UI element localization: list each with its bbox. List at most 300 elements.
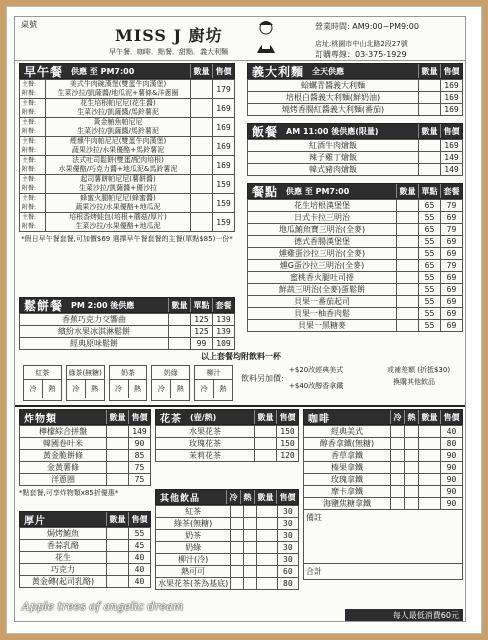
side-label: 附餐:	[22, 223, 37, 230]
single-price-cell: 125	[191, 326, 213, 338]
cold-checkbox[interactable]	[391, 474, 405, 486]
cold-checkbox[interactable]	[231, 506, 244, 518]
pasta-section	[247, 63, 463, 116]
qty-cell[interactable]	[169, 314, 191, 326]
item-name: 綠茶(無糖)	[156, 518, 231, 530]
table-row	[20, 314, 235, 326]
item-name: 貝果一黑糖麥	[248, 320, 397, 332]
set-price-cell: 139	[213, 326, 235, 338]
item-name: 金黃薯條	[20, 462, 107, 474]
table-row	[20, 552, 151, 564]
set-drinks-section	[19, 351, 463, 403]
price-cell: 60	[277, 566, 298, 578]
fried-table	[19, 425, 151, 486]
price-cell: 169	[213, 137, 235, 156]
set-price-cell: 139	[213, 314, 235, 326]
coffee-price-header: 售價	[440, 410, 462, 424]
brunch-side-dish: 生菜沙拉/水果優酪+地瓜泥	[75, 222, 161, 230]
item-name: 培根白醬義大利麵(鮮奶油)	[248, 92, 419, 104]
table-row	[304, 426, 463, 438]
table-row	[20, 474, 151, 486]
coffee-title: 咖啡	[308, 413, 330, 425]
cold-option[interactable]: 冷	[195, 380, 214, 398]
flower-tea-header	[155, 409, 299, 425]
item-name: 水果花茶(茶為基底)	[156, 578, 231, 590]
hot-option[interactable]: 熱	[48, 385, 56, 393]
table-row	[20, 450, 151, 462]
menu-sheet	[14, 16, 466, 622]
extra-topup: 或補差額 (折抵$30)	[387, 366, 451, 374]
other-drinks-title: 其他飲品	[160, 493, 201, 504]
price-cell: 90	[441, 486, 463, 498]
hot-option[interactable]: 熱	[176, 385, 184, 393]
qty-cell[interactable]	[419, 498, 441, 510]
snacks-header	[247, 183, 463, 199]
rice-table	[247, 139, 463, 176]
flower-tea-qty-header: 數量	[254, 410, 276, 424]
waffle-single-header: 單點	[190, 298, 212, 312]
rice-note: AM 11:00 後供應(限量)	[286, 126, 379, 136]
cold-checkbox[interactable]	[231, 518, 244, 530]
flower-tea-sub: (壺/熱)	[190, 412, 217, 422]
side-label: 附餐:	[22, 109, 37, 116]
cold-hot-row	[152, 380, 189, 398]
drink-option-label: 柳汁	[195, 366, 232, 380]
other-drinks-hot: 熱	[240, 490, 254, 504]
table-row	[248, 92, 463, 104]
qty-cell[interactable]	[255, 450, 277, 462]
table-row	[248, 296, 463, 308]
qty-cell[interactable]	[107, 564, 129, 576]
brunch-section	[19, 63, 235, 246]
qty-cell[interactable]	[257, 566, 277, 578]
price-cell: 169	[441, 140, 463, 152]
single-price-cell: 55	[419, 308, 441, 320]
hot-checkbox[interactable]	[405, 462, 419, 474]
set-drinks-title: 以上套餐均附飲料一杯	[201, 352, 281, 361]
table-row	[248, 164, 463, 176]
cold-checkbox[interactable]	[231, 554, 244, 566]
cold-checkbox[interactable]	[231, 566, 244, 578]
single-price-cell: 55	[419, 284, 441, 296]
set-price-cell: 69	[441, 248, 463, 260]
qty-cell[interactable]	[107, 438, 129, 450]
price-cell: 30	[277, 518, 298, 530]
item-name: 韓國卷叶米	[20, 438, 107, 450]
single-price-cell: 55	[419, 272, 441, 284]
other-drinks-qty-header: 數量	[254, 490, 276, 504]
qty-cell[interactable]	[397, 260, 419, 272]
waffle-header	[19, 297, 235, 313]
qty-cell[interactable]	[257, 578, 277, 590]
qty-cell[interactable]	[191, 213, 213, 232]
table-row	[156, 506, 299, 518]
qty-cell[interactable]	[397, 320, 419, 332]
item-name: 貝果一番茄起司	[248, 296, 397, 308]
price-cell: 150	[277, 438, 299, 450]
pasta-table	[247, 79, 463, 116]
cold-checkbox[interactable]	[391, 462, 405, 474]
item-name: 花生培根漢堡堡	[248, 200, 397, 212]
brunch-row-labels	[20, 213, 46, 232]
price-cell: 169	[441, 80, 463, 92]
cold-checkbox[interactable]	[231, 578, 244, 590]
price-cell: 159	[213, 175, 235, 194]
table-row	[156, 518, 299, 530]
drink-option[interactable]	[194, 365, 233, 401]
table-row	[304, 474, 463, 486]
price-cell: 40	[441, 426, 463, 438]
set-price-cell: 69	[441, 236, 463, 248]
table-row	[248, 260, 463, 272]
qty-cell[interactable]	[419, 486, 441, 498]
price-cell: 90	[441, 498, 463, 510]
qty-cell[interactable]	[257, 530, 277, 542]
qty-cell[interactable]	[191, 156, 213, 175]
price-cell: 30	[277, 530, 298, 542]
pasta-note: 全天供應	[312, 66, 345, 76]
qty-cell[interactable]	[397, 236, 419, 248]
qty-cell[interactable]	[257, 554, 277, 566]
single-price-cell: 125	[191, 314, 213, 326]
item-name: 海鹽焦糖拿鐵	[304, 498, 391, 510]
qty-cell[interactable]	[107, 462, 129, 474]
qty-cell[interactable]	[397, 212, 419, 224]
brunch-item-name	[46, 175, 191, 194]
qty-cell[interactable]	[257, 518, 277, 530]
table-row	[20, 540, 151, 552]
hot-checkbox[interactable]	[244, 554, 257, 566]
qty-cell[interactable]	[419, 450, 441, 462]
hot-option[interactable]: 熱	[133, 385, 141, 393]
set-price-cell: 69	[441, 296, 463, 308]
item-name: 辣子雞丁燴飯	[248, 152, 419, 164]
hot-checkbox[interactable]	[244, 578, 257, 590]
brunch-row	[20, 137, 235, 156]
main-label: 主餐:	[22, 195, 37, 202]
qty-cell[interactable]	[255, 438, 277, 450]
waffle-qty-header: 數量	[168, 298, 190, 312]
item-name: 黃金脆餅條	[20, 450, 107, 462]
table-row	[304, 438, 463, 450]
main-label: 主餐:	[22, 100, 37, 107]
total-box[interactable]	[303, 564, 463, 580]
item-name: 奶綠	[156, 542, 231, 554]
item-name: 茉莉花茶	[156, 450, 255, 462]
item-name: 繽紛水果冰淇淋鬆餅	[20, 326, 169, 338]
table-row	[20, 576, 151, 588]
item-name: 日式卡拉三明治	[248, 212, 397, 224]
flower-tea-table	[155, 425, 299, 462]
price-cell: 40	[129, 552, 151, 564]
qty-cell[interactable]	[191, 137, 213, 156]
single-price-cell: 55	[419, 296, 441, 308]
side-label: 附餐:	[22, 185, 37, 192]
item-name: 焗烤鮪魚	[20, 528, 107, 540]
single-price-cell: 55	[419, 248, 441, 260]
drink-option[interactable]	[109, 365, 148, 401]
qty-cell[interactable]	[107, 528, 129, 540]
brunch-title: 早午餐	[24, 64, 64, 79]
item-name: 經典美式	[304, 426, 391, 438]
item-name: 榛果拿鐵	[304, 462, 391, 474]
qty-cell[interactable]	[257, 506, 277, 518]
hot-checkbox[interactable]	[405, 426, 419, 438]
single-price-cell: 65	[419, 224, 441, 236]
hot-checkbox[interactable]	[405, 438, 419, 450]
brunch-row-labels	[20, 137, 46, 156]
fried-section	[19, 409, 151, 500]
drink-option[interactable]	[151, 365, 190, 401]
item-name: 奶茶	[156, 530, 231, 542]
table-row	[304, 462, 463, 474]
qty-cell[interactable]	[419, 104, 441, 116]
table-row	[304, 486, 463, 498]
price-cell: 159	[213, 213, 235, 232]
brunch-table	[19, 79, 235, 232]
flower-tea-title: 花茶	[160, 413, 182, 425]
single-price-cell: 55	[419, 212, 441, 224]
qty-cell[interactable]	[419, 474, 441, 486]
table-row	[20, 462, 151, 474]
brunch-side-dish: 生菜沙拉/凱薩醬+優沙拉	[78, 184, 158, 192]
side-label: 附餐:	[22, 166, 37, 173]
qty-cell[interactable]	[107, 552, 129, 564]
total-label: 合計	[306, 567, 322, 576]
hot-checkbox[interactable]	[244, 566, 257, 578]
item-name: 摩卡拿鐵	[304, 486, 391, 498]
item-name: 經典原味鬆餅	[20, 338, 169, 350]
qty-cell[interactable]	[191, 80, 213, 99]
qty-cell[interactable]	[107, 474, 129, 486]
store-address: 店址:桃園市中山北路2段27號	[315, 40, 408, 48]
qty-cell[interactable]	[397, 296, 419, 308]
table-row	[248, 308, 463, 320]
brunch-main-dish: 培根香烤蛙包(培根+蘑菇/厚片)	[69, 213, 167, 221]
qty-cell[interactable]	[191, 118, 213, 137]
item-name: 紅酒牛肉燴飯	[248, 140, 419, 152]
brunch-row	[20, 194, 235, 213]
qty-cell[interactable]	[397, 284, 419, 296]
item-name: 蛤蠣青醬義大利麵	[248, 80, 419, 92]
brunch-side-dish: 生菜沙拉/凱薩醬/地瓜泥+薯條&洋蔥圈	[57, 89, 179, 97]
qty-cell[interactable]	[107, 426, 129, 438]
table-row	[156, 530, 299, 542]
coffee-cold: 冷	[390, 410, 404, 424]
item-name: 韓式豬肉燴飯	[248, 164, 419, 176]
qty-cell[interactable]	[419, 438, 441, 450]
cold-checkbox[interactable]	[391, 426, 405, 438]
price-cell: 169	[213, 156, 235, 175]
waffle-set-header: 套餐	[212, 298, 234, 312]
qty-cell[interactable]	[419, 140, 441, 152]
brunch-item-name	[46, 137, 191, 156]
table-row	[20, 564, 151, 576]
qty-cell[interactable]	[191, 99, 213, 118]
qty-cell[interactable]	[169, 338, 191, 350]
item-name: 燻G蛋沙拉三明治(全麥)	[248, 260, 397, 272]
single-price-cell: 65	[419, 260, 441, 272]
qty-cell[interactable]	[169, 326, 191, 338]
photo-watermark: Apple trees of angelic dream	[22, 600, 184, 613]
price-cell: 30	[277, 506, 298, 518]
item-name: 黃金磚(起司乳酪)	[20, 576, 107, 588]
qty-cell[interactable]	[191, 194, 213, 213]
item-name: 鮮蔬三明治(全麥)蛋鬆餅	[248, 284, 397, 296]
qty-cell[interactable]	[419, 80, 441, 92]
drink-option[interactable]	[66, 365, 105, 401]
qty-cell[interactable]	[419, 462, 441, 474]
table-row	[20, 528, 151, 540]
brand-logo: MISS J 廚坊	[115, 26, 223, 45]
brunch-row	[20, 156, 235, 175]
price-cell: 120	[277, 450, 299, 462]
qty-cell[interactable]	[419, 164, 441, 176]
chef-illustration	[253, 19, 279, 55]
single-price-cell: 99	[191, 338, 213, 350]
set-price-cell: 69	[441, 320, 463, 332]
cold-checkbox[interactable]	[391, 438, 405, 450]
extra-latte: +$40改醇香拿鐵	[289, 382, 344, 390]
qty-cell[interactable]	[397, 248, 419, 260]
snacks-table	[247, 199, 463, 332]
qty-cell[interactable]	[191, 175, 213, 194]
hot-checkbox[interactable]	[244, 506, 257, 518]
set-price-cell: 69	[441, 308, 463, 320]
toast-qty-header: 數量	[106, 512, 128, 526]
brunch-item-name	[46, 80, 191, 99]
item-name: 熱可可	[156, 566, 231, 578]
qty-cell[interactable]	[397, 308, 419, 320]
table-row	[156, 542, 299, 554]
hot-checkbox[interactable]	[244, 530, 257, 542]
qty-cell[interactable]	[419, 92, 441, 104]
qty-cell[interactable]	[397, 272, 419, 284]
price-cell: 90	[441, 474, 463, 486]
qty-cell[interactable]	[419, 152, 441, 164]
set-price-cell: 79	[441, 200, 463, 212]
hot-checkbox[interactable]	[244, 518, 257, 530]
waffle-note: PM 2:00 後供應	[71, 300, 135, 310]
cold-hot-row	[110, 380, 147, 398]
snacks-set-header: 套餐	[440, 184, 462, 198]
item-name: 燒烤香腸紅醬義大利麵(番茄)	[248, 104, 419, 116]
brunch-side-dish: 蔬果沙拉/水果優酪+馬鈴薯泥	[71, 146, 165, 154]
cold-checkbox[interactable]	[391, 486, 405, 498]
coffee-qty-header: 數量	[418, 410, 440, 424]
hot-checkbox[interactable]	[405, 450, 419, 462]
brunch-price-header: 售價	[212, 64, 234, 78]
single-price-cell: 55	[419, 320, 441, 332]
brunch-row-labels	[20, 80, 46, 99]
waffle-title: 鬆餅餐	[24, 298, 64, 313]
qty-cell[interactable]	[419, 426, 441, 438]
price-cell: 150	[277, 426, 299, 438]
coffee-section	[303, 409, 463, 580]
cold-option[interactable]: 冷	[67, 380, 86, 398]
pasta-price-header: 售價	[440, 64, 462, 78]
brunch-row	[20, 118, 235, 137]
waffle-section	[19, 297, 235, 350]
toast-price-header: 售價	[128, 512, 150, 526]
item-name: 德式香腸漢堡堡	[248, 236, 397, 248]
toast-section	[19, 511, 151, 588]
hot-checkbox[interactable]	[405, 486, 419, 498]
item-name: 香蕉巧克力交響曲	[20, 314, 169, 326]
price-cell: 80	[277, 578, 298, 590]
cold-checkbox[interactable]	[231, 542, 244, 554]
price-cell: 30	[277, 554, 298, 566]
cold-checkbox[interactable]	[231, 530, 244, 542]
qty-cell[interactable]	[397, 224, 419, 236]
pasta-title: 義大利麵	[252, 64, 305, 79]
rice-title: 飯餐	[252, 124, 279, 139]
set-price-cell: 69	[441, 272, 463, 284]
cold-option[interactable]: 冷	[110, 380, 129, 398]
item-name: 洋蔥圈	[20, 474, 107, 486]
remarks-box[interactable]	[303, 510, 463, 564]
brunch-main-dish: 法式吐司鬆餅(雙蛋/配肉培根)	[72, 156, 164, 164]
brunch-main-dish: 美式牛肉碗漢堡(雙蛋牛肉漢堡)	[69, 80, 167, 88]
hot-option[interactable]: 熱	[219, 385, 227, 393]
table-row	[248, 284, 463, 296]
qty-cell[interactable]	[257, 542, 277, 554]
price-cell: 169	[441, 104, 463, 116]
hot-option[interactable]: 熱	[91, 385, 99, 393]
toast-header	[19, 511, 151, 527]
cold-checkbox[interactable]	[391, 498, 405, 510]
extra-charge-label: 飲料另加價:	[241, 374, 284, 383]
pasta-qty-header: 數量	[418, 64, 440, 78]
price-cell: 75	[129, 462, 151, 474]
table-row	[156, 426, 299, 438]
snacks-title: 餐點	[252, 184, 279, 199]
qty-cell[interactable]	[107, 540, 129, 552]
phone-number: 訂購專線：03-375-1929	[315, 50, 407, 59]
brunch-side-dish: 生菜沙拉/凱薩醬/馬鈴薯泥	[77, 108, 159, 116]
fried-price-header: 售價	[128, 410, 150, 424]
qty-cell[interactable]	[107, 576, 129, 588]
item-name: 紅茶	[156, 506, 231, 518]
opening-hours: 營業時間: AM9:00~PM9:00	[315, 22, 419, 31]
fried-footnote: *點套餐,可享炸物類x85折優惠*	[19, 489, 119, 497]
brunch-row	[20, 213, 235, 232]
table-row	[156, 438, 299, 450]
brunch-row-labels	[20, 194, 46, 213]
fried-title: 炸物類	[24, 413, 57, 425]
item-name: 玫瑰花茶	[156, 438, 255, 450]
table-row	[248, 152, 463, 164]
hot-checkbox[interactable]	[405, 498, 419, 510]
brunch-row	[20, 175, 235, 194]
price-cell: 40	[129, 564, 151, 576]
menu-header	[15, 17, 466, 61]
cold-option[interactable]: 冷	[24, 380, 43, 398]
qty-cell[interactable]	[397, 200, 419, 212]
cold-checkbox[interactable]	[391, 450, 405, 462]
qty-cell[interactable]	[255, 426, 277, 438]
table-row	[248, 272, 463, 284]
hot-checkbox[interactable]	[405, 474, 419, 486]
qty-cell[interactable]	[107, 450, 129, 462]
item-name: 地瓜鮪魚寶三明治(全麥)	[248, 224, 397, 236]
cold-option[interactable]: 冷	[152, 380, 171, 398]
table-row	[20, 426, 151, 438]
hot-checkbox[interactable]	[244, 542, 257, 554]
snacks-qty-header: 數量	[396, 184, 418, 198]
drink-option[interactable]	[23, 365, 62, 401]
extra-americano: +$20改經典美式	[289, 366, 344, 374]
